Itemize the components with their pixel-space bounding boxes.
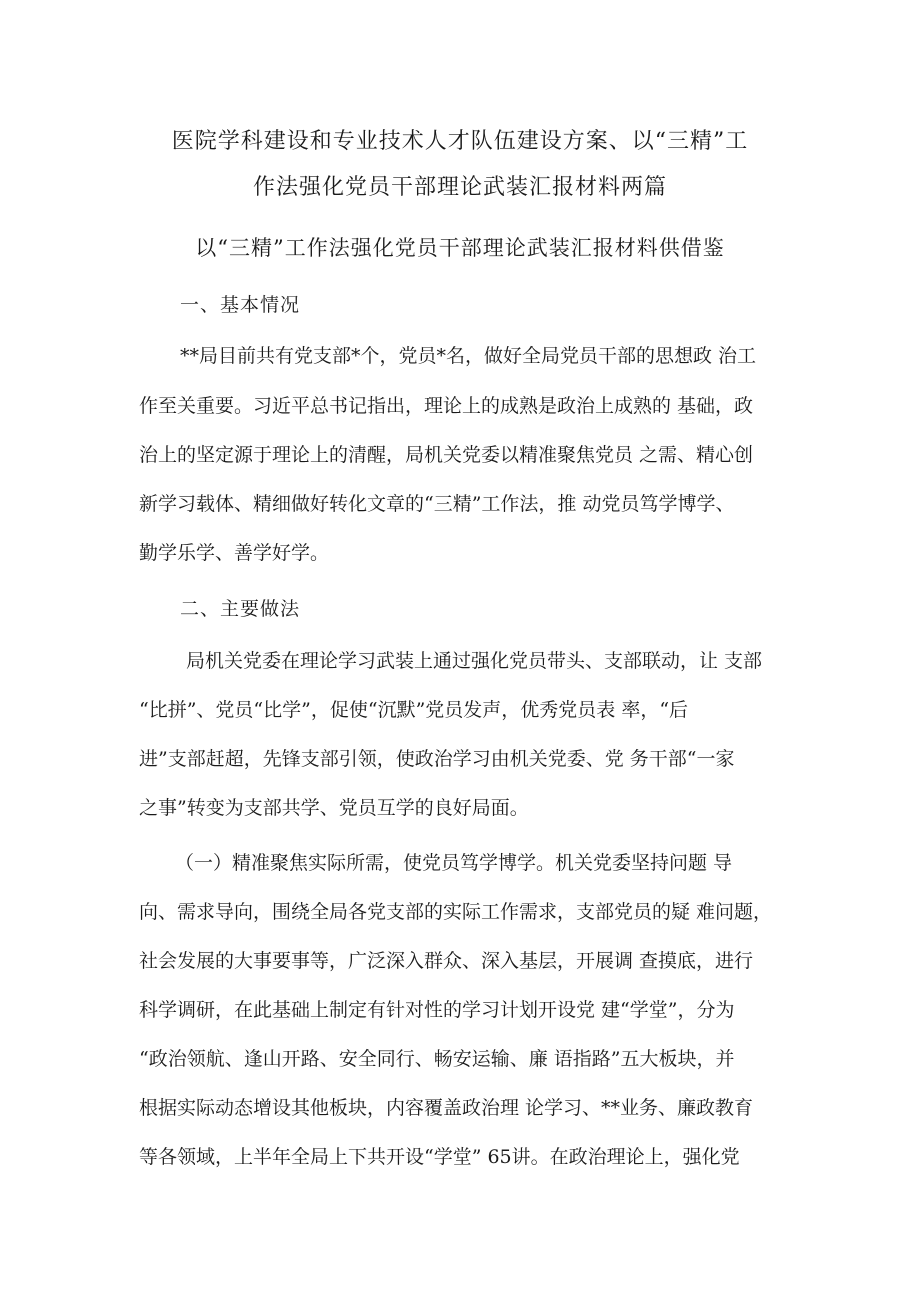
document-title-line-1: 医院学科建设和专业技术人才队伍建设方案、以“三精”工 [171,129,749,154]
paragraph-line: 新学习载体、精细做好转化文章的“三精”工作法，推 动党员笃学博学、 [139,493,735,515]
paragraph-line: **局目前共有党支部*个，党员*名，做好全局党员干部的思想政 治工 [180,345,757,367]
paragraph-line: 作至关重要。习近平总书记指出，理论上的成熟是政治上成熟的 基础，政 [139,395,754,417]
paragraph-line: 勤学乐学、善学好学。 [139,542,330,564]
paragraph-line: “政治领航、逢山开路、安全同行、畅安运输、廉 语指路”五大板块，并 [139,1048,735,1070]
document-title-line-2: 作法强化党员干部理论武装汇报材料两篇 [252,175,667,200]
paragraph-line: 等各领域，上半年全局上下共开设“学堂” 65讲。在政治理论上，强化党 [139,1146,740,1168]
paragraph-line: 局机关党委在理论学习武装上通过强化党员带头、支部联动，让 支部 [186,650,763,672]
paragraph-line: 根据实际动态增设其他板块，内容覆盖政治理 论学习、**业务、廉政教育 [139,1097,754,1119]
paragraph-line: 进”支部赶超，先锋支部引领，使政治学习由机关党委、党 务干部“一家 [139,748,735,770]
paragraph-line: 治上的坚定源于理论上的清醒，局机关党委以精准聚焦党员 之需、精心创 [139,444,754,466]
paragraph-line: 社会发展的大事要事等，广泛深入群众、深入基层，开展调 查摸底，进行 [139,950,754,972]
document-subtitle: 以“三精”工作法强化党员干部理论武装汇报材料供借鉴 [195,236,725,260]
section-heading-basic-situation: 一、基本情况 [180,294,301,316]
section-heading-main-practices: 二、主要做法 [180,598,301,620]
paragraph-line: 之事”转变为支部共学、党员互学的良好局面。 [139,797,529,819]
paragraph-line: （一）精准聚焦实际所需，使党员笃学博学。机关党委坚持问题 导 [175,852,733,874]
paragraph-line: 科学调研，在此基础上制定有针对性的学习计划开设党 建“学堂”，分为 [139,999,735,1021]
paragraph-line: “比拼”、党员“比学”，促使“沉默”党员发声，优秀党员表 率，“后 [139,699,689,721]
paragraph-line: 向、需求导向，围绕全局各党支部的实际工作需求，支部党员的疑 难问题， [139,901,773,923]
